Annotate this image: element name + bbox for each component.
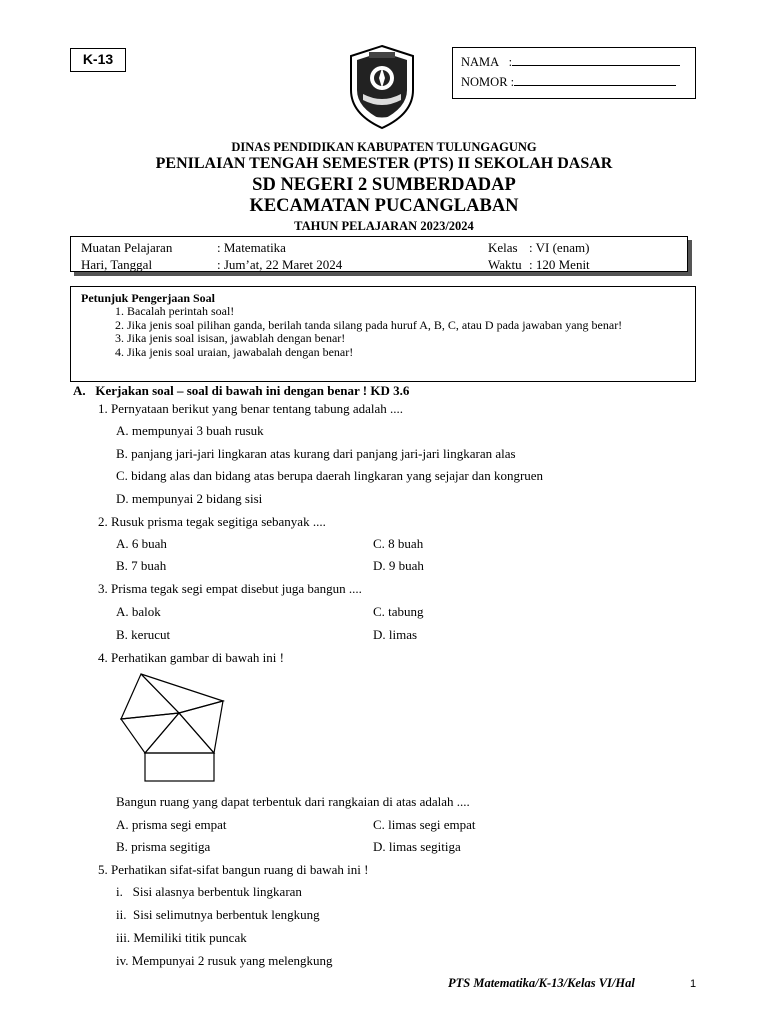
q3-option-c[interactable]: C. tabung [373, 604, 424, 619]
district-name: KECAMATAN PUCANGLABAN [249, 196, 519, 216]
instructions-title: Petunjuk Pengerjaan Soal [81, 291, 216, 305]
q3-option-d[interactable]: D. limas [373, 627, 418, 642]
question-4-prompt: Bangun ruang yang dapat terbentuk dari rangkaian di atas adalah .... [116, 794, 470, 809]
q3-option-b[interactable]: B. kerucut [116, 627, 171, 642]
section-title: Kerjakan soal – soal di bawah ini dengan benar ! KD 3.6 [95, 383, 410, 398]
q1-option-d[interactable]: D. mempunyai 2 bidang sisi [116, 491, 263, 506]
q4-option-c[interactable]: C. limas segi empat [373, 817, 476, 832]
section-heading [73, 383, 409, 399]
instruction-item: 1. Bacalah perintah soal! [127, 305, 695, 319]
day-value: : Jum’at, 22 Maret 2024 [217, 257, 343, 272]
q2-option-b[interactable]: B. 7 buah [116, 558, 167, 573]
q1-option-a[interactable]: A. mempunyai 3 buah rusuk [116, 423, 264, 438]
question-1-text: 1. Pernyataan berikut yang benar tentang tabung adalah .... [98, 401, 404, 416]
exam-badge: K-13 [70, 48, 126, 72]
q1-option-c[interactable]: C. bidang alas dan bidang atas berupa daerah lingkaran yang sejajar dan kongruen [116, 468, 544, 483]
subject-value: : Matematika [217, 240, 286, 255]
pyramid-net-figure [118, 668, 228, 786]
nama-input[interactable] [512, 53, 680, 66]
nama-label: NAMA [461, 55, 500, 69]
day-label: Hari, Tanggal [81, 257, 153, 272]
page-footer: PTS Matematika/K-13/Kelas VI/Hal [448, 976, 635, 990]
class-value: : VI (enam) [529, 240, 590, 255]
regency-emblem-icon [345, 44, 419, 130]
exam-info-box [70, 236, 688, 272]
q5-property-1: i. Sisi alasnya berbentuk lingkaran [116, 884, 302, 899]
time-value: : 120 Menit [529, 257, 590, 272]
q5-property-4: iv. Mempunyai 2 rusuk yang melengkung [116, 953, 333, 968]
question-3-text: 3. Prisma tegak segi empat disebut juga bangun .... [98, 581, 362, 596]
nomor-input[interactable] [514, 73, 676, 86]
section-letter: A. [73, 383, 86, 398]
student-identity-box: NAMA : NOMOR : [452, 47, 696, 99]
academic-year: TAHUN PELAJARAN 2023/2024 [294, 219, 474, 233]
subject-label: Muatan Pelajaran [81, 240, 173, 255]
q4-option-a[interactable]: A. prisma segi empat [116, 817, 227, 832]
q4-option-d[interactable]: D. limas segitiga [373, 839, 461, 854]
instructions-list [81, 305, 695, 359]
q2-option-a[interactable]: A. 6 buah [116, 536, 167, 551]
exam-title: PENILAIAN TENGAH SEMESTER (PTS) II SEKOLAH DASAR [155, 155, 613, 172]
time-label: Waktu [488, 257, 522, 272]
instruction-item: 2. Jika jenis soal pilihan ganda, berilah tanda silang pada huruf A, B, C, atau D pada jawaban yang benar! [127, 319, 695, 333]
agency-name: DINAS PENDIDIKAN KABUPATEN TULUNGAGUNG [231, 140, 537, 154]
question-5-text: 5. Perhatikan sifat-sifat bangun ruang di bawah ini ! [98, 862, 369, 877]
page-number: 1 [690, 978, 697, 990]
q2-option-d[interactable]: D. 9 buah [373, 558, 424, 573]
q3-option-a[interactable]: A. balok [116, 604, 161, 619]
instructions-box [70, 286, 696, 382]
class-label: Kelas [488, 240, 518, 255]
q4-option-b[interactable]: B. prisma segitiga [116, 839, 211, 854]
q2-option-c[interactable]: C. 8 buah [373, 536, 424, 551]
school-name: SD NEGERI 2 SUMBERDADAP [252, 175, 516, 195]
question-2-text: 2. Rusuk prisma tegak segitiga sebanyak .... [98, 514, 326, 529]
q5-property-2: ii. Sisi selimutnya berbentuk lengkung [116, 907, 320, 922]
nomor-label: NOMOR : [461, 75, 515, 89]
question-4-text: 4. Perhatikan gambar di bawah ini ! [98, 650, 284, 665]
q5-property-3: iii. Memiliki titik puncak [116, 930, 247, 945]
instruction-item: 3. Jika jenis soal isisan, jawablah dengan benar! [127, 332, 695, 346]
q1-option-b[interactable]: B. panjang jari-jari lingkaran atas kurang dari panjang jari-jari lingkaran alas [116, 446, 516, 461]
instruction-item: 4. Jika jenis soal uraian, jawabalah dengan benar! [127, 346, 695, 360]
